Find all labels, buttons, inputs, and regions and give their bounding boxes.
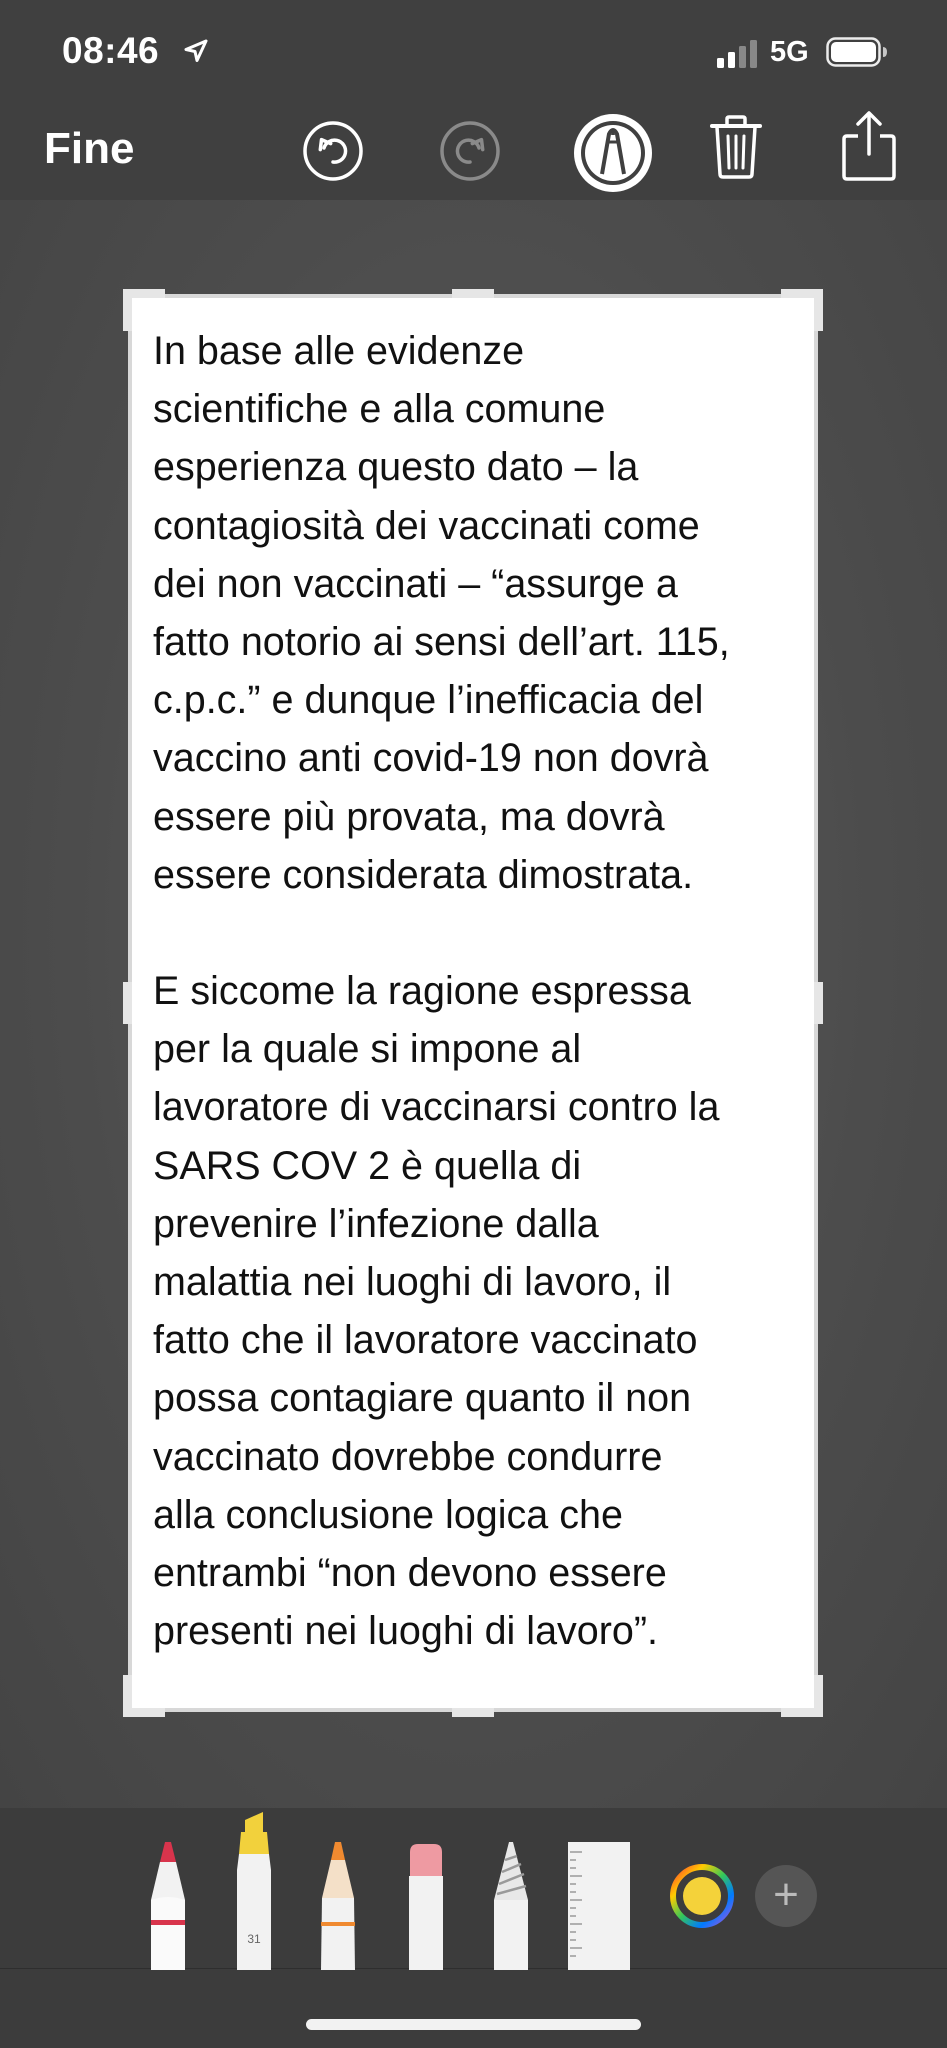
text-line: vaccino anti covid-19 non dovrà (153, 736, 709, 781)
text-line: esperienza questo dato – la (153, 445, 639, 490)
text-line: fatto che il lavoratore vaccinato (153, 1318, 698, 1363)
text-line: malattia nei luoghi di lavoro, il (153, 1260, 672, 1305)
color-picker[interactable] (670, 1864, 734, 1928)
crop-handle-left[interactable] (123, 982, 132, 1024)
undo-icon[interactable] (302, 120, 364, 182)
text-line: fatto notorio ai sensi dell’art. 115, (153, 620, 730, 665)
text-line: essere considerata dimostrata. (153, 852, 694, 897)
markup-pen-icon[interactable] (572, 112, 654, 194)
lasso-tool[interactable] (491, 1840, 531, 1970)
text-line: alla conclusione logica che (153, 1492, 623, 1537)
text-line: per la quale si impone al (153, 1027, 582, 1072)
eraser-tool[interactable] (406, 1842, 446, 1970)
text-line: presenti nei luoghi di lavoro”. (153, 1609, 659, 1654)
share-icon[interactable] (839, 110, 899, 182)
text-line: prevenire l’infezione dalla (153, 1201, 599, 1246)
text-line: contagiosità dei vaccinati come (153, 503, 700, 548)
crop-handle-top[interactable] (452, 289, 494, 298)
battery-icon (826, 37, 888, 67)
pencil-tool[interactable] (318, 1840, 358, 1970)
text-line: scientifiche e alla comune (153, 387, 606, 432)
crop-handle-bottom[interactable] (452, 1708, 494, 1717)
add-button[interactable]: + (755, 1865, 817, 1927)
trash-icon[interactable] (708, 114, 764, 180)
network-type: 5G (770, 36, 809, 68)
highlighter-tool[interactable] (233, 1810, 275, 1970)
pen-tool[interactable] (148, 1840, 188, 1970)
text-line: c.p.c.” e dunque l’inefficacia del (153, 678, 704, 723)
text-line: entrambi “non devono essere (153, 1551, 667, 1596)
text-line: dei non vaccinati – “assurge a (153, 561, 678, 606)
location-arrow-icon (183, 38, 209, 64)
text-line: vaccinato dovrebbe condurre (153, 1434, 663, 1479)
crop-handle-top-left[interactable] (123, 289, 132, 331)
palette-divider (0, 1968, 947, 1969)
crop-handle-bottom-right[interactable] (814, 1675, 823, 1717)
tool-palette (0, 1808, 947, 2048)
signal-icon (717, 40, 761, 68)
document-text (153, 322, 813, 1660)
paragraph-gap (153, 904, 813, 962)
done-button[interactable]: Fine (44, 124, 135, 173)
crop-handle-right[interactable] (814, 982, 823, 1024)
crop-handle-bottom-left[interactable] (123, 1675, 132, 1717)
text-line: lavoratore di vaccinarsi contro la (153, 1085, 720, 1130)
text-line: E siccome la ragione espressa (153, 969, 691, 1014)
home-indicator[interactable] (306, 2019, 641, 2030)
ruler-tool[interactable] (568, 1842, 630, 1970)
status-time: 08:46 (62, 30, 160, 71)
text-line: essere più provata, ma dovrà (153, 794, 665, 839)
crop-handle-top-right[interactable] (814, 289, 823, 331)
text-line: SARS COV 2 è quella di (153, 1143, 582, 1188)
redo-icon[interactable] (439, 120, 501, 182)
text-line: In base alle evidenze (153, 329, 525, 373)
highlighter-width-label: 31 (247, 1932, 261, 1946)
text-line: possa contagiare quanto il non (153, 1376, 692, 1421)
